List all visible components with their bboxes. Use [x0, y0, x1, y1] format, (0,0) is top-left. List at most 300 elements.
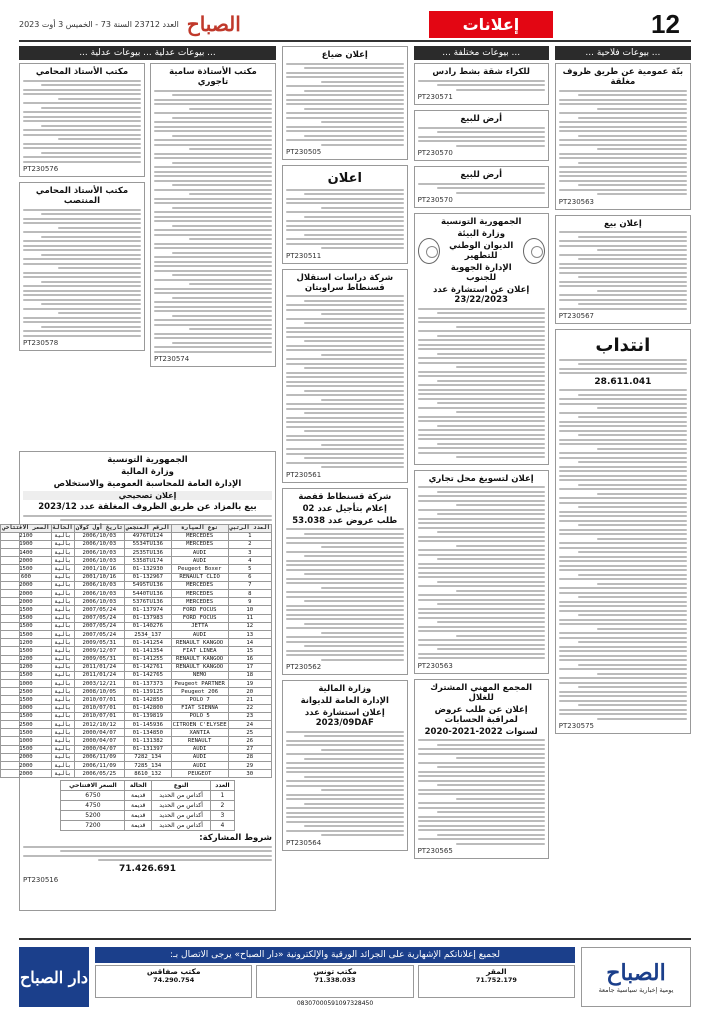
table-cell: AUDI: [171, 549, 228, 557]
table-cell: 2001/10/16: [74, 573, 124, 581]
notice-ref: PT230565: [417, 847, 453, 855]
table-cell: 21: [228, 696, 271, 704]
masthead: [19, 12, 241, 36]
vehicle-row: [1, 761, 272, 769]
table-cell: بالية: [51, 737, 74, 745]
notice-ref: PT230575: [558, 722, 595, 730]
table-cell: 1500: [1, 712, 51, 720]
table-cell: 01-142765: [124, 671, 171, 679]
table-cell: قديمة: [125, 801, 152, 811]
table-cell: XANTIA: [171, 729, 228, 737]
table-cell: 01-134850: [124, 729, 171, 737]
table-cell: بالية: [51, 630, 74, 638]
table-cell: 01-137974: [124, 606, 171, 614]
table-cell: بالية: [51, 581, 74, 589]
table-cell: 1: [228, 532, 271, 540]
table-cell: بالية: [51, 598, 74, 606]
onas-logo-icon: [523, 238, 545, 264]
table-cell: أكداس من الحديد: [152, 791, 211, 801]
section-title: إعلانات: [429, 11, 554, 38]
table-cell: بالية: [51, 680, 74, 688]
tunisia-seal-icon: [418, 238, 440, 264]
table-cell: 2006/10/03: [74, 598, 124, 606]
table-cell: 2007/05/24: [74, 614, 124, 622]
table-cell: POLO 5: [171, 712, 228, 720]
table-cell: 1500: [1, 647, 51, 655]
phone-number: 28.611.041: [594, 376, 652, 387]
table-cell: POLO 7: [171, 696, 228, 704]
notice-ref: PT230505: [285, 148, 322, 156]
table-cell: MERCEDES: [171, 581, 228, 589]
table-cell: 5495TU136: [124, 581, 171, 589]
table-cell: 2007/05/24: [74, 622, 124, 630]
table-cell: 01-131382: [124, 737, 171, 745]
notice-title: المجمع المهني المشترك للغلال: [430, 682, 533, 703]
table-header-cell: العدد الرتبي: [229, 525, 270, 532]
table-header-cell: السعر الافتتاحي: [2, 525, 50, 532]
table-cell: 2: [211, 801, 234, 811]
table-cell: بالية: [51, 614, 74, 622]
table-cell: 2009/12/07: [74, 647, 124, 655]
column-agricultural: [555, 46, 691, 916]
table-cell: 2006/11/09: [74, 753, 124, 761]
table-cell: 01-139125: [124, 688, 171, 696]
notice-ref: PT230567: [558, 312, 595, 320]
table-cell: AUDI: [171, 630, 228, 638]
table-header-cell: العدد: [211, 781, 234, 791]
notice-subtitle: إعلام بتأجيل عدد 02: [302, 503, 387, 514]
vehicle-row: [1, 712, 272, 720]
notice-title: بتّة عمومية عن طريق ظروف مغلقة: [562, 67, 684, 87]
table-cell: قديمة: [125, 791, 152, 801]
notice-title: إعلان ضياع: [321, 50, 368, 60]
table-cell: بالية: [51, 696, 74, 704]
table-cell: 13: [228, 630, 271, 638]
table-cell: 01-137373: [124, 680, 171, 688]
table-cell: 2001/10/16: [74, 565, 124, 573]
table-cell: 16: [228, 655, 271, 663]
table-cell: AUDI: [171, 761, 228, 769]
issue-line: العدد 23712 السنة 73 - الخميس 3 أوت 2023: [19, 19, 179, 29]
table-cell: قديمة: [125, 811, 152, 821]
notice: [19, 182, 145, 351]
table-cell: 22: [228, 704, 271, 712]
notice: [282, 488, 408, 676]
table-header-cell: النوع: [152, 781, 211, 791]
notice-onas: [414, 213, 549, 465]
notice: [414, 110, 549, 161]
table-cell: 132_8610: [124, 770, 171, 778]
table-cell: 2535TU136: [124, 549, 171, 557]
table-cell: 19: [228, 680, 271, 688]
notice-ref: PT230562: [285, 663, 322, 671]
table-cell: بالية: [51, 639, 74, 647]
table-cell: 2010/07/01: [74, 696, 124, 704]
office-sfax: [95, 965, 252, 998]
legal-notices-row: [19, 63, 276, 448]
table-cell: RENAULT CLIO: [171, 573, 228, 581]
dar-assabah-logo: [19, 947, 89, 1007]
table-cell: 1200: [1, 639, 51, 647]
table-cell: AUDI: [171, 745, 228, 753]
table-cell: 2500: [1, 688, 51, 696]
table-cell: 1200: [1, 655, 51, 663]
agency-label: الديوان الوطني للتطهير: [449, 241, 514, 261]
notice-ref: PT230516: [22, 875, 59, 884]
vehicle-row: [1, 639, 272, 647]
conditions-title: شروط المشاركة:: [199, 833, 272, 844]
table-cell: 1200: [1, 663, 51, 671]
table-cell: 2011/01/24: [74, 663, 124, 671]
table-cell: بالية: [51, 761, 74, 769]
table-cell: 2000: [1, 581, 51, 589]
notice-ref: PT230561: [285, 470, 322, 479]
table-cell: بالية: [51, 573, 74, 581]
page-header: [19, 8, 691, 42]
notice: [282, 680, 408, 851]
table-cell: 5376TU136: [124, 598, 171, 606]
table-cell: AUDI: [171, 557, 228, 565]
table-cell: RENAULT KANGOO: [171, 663, 228, 671]
notice-title: مكتب الأستاذ المحامي: [35, 67, 129, 77]
table-header-cell: الرقم المنجمي: [125, 525, 170, 532]
notice-ref: PT230576: [22, 165, 59, 173]
vehicles-table: [0, 524, 272, 779]
table-cell: 26: [228, 737, 271, 745]
gov-title: الجمهورية التونسية: [107, 455, 188, 465]
table-cell: 1500: [1, 696, 51, 704]
table-cell: بالية: [51, 647, 74, 655]
table-header-cell: الحالة: [52, 525, 73, 532]
vehicle-row: [1, 721, 272, 729]
vehicle-row: [1, 614, 272, 622]
table-cell: 1000: [1, 680, 51, 688]
newspaper-page: [2, 0, 705, 1020]
notice-title: شركة قسنطاط قفصة: [298, 491, 392, 502]
directorate-label: الإدارة الجهوية للجنوب: [450, 263, 512, 283]
table-cell: 01-142761: [124, 663, 171, 671]
table-cell: 2000: [1, 598, 51, 606]
notice-title: مكتب الأستاذ المحامي المنتصب: [35, 186, 129, 206]
table-cell: MERCEDES: [171, 590, 228, 598]
table-cell: 2006/10/03: [74, 557, 124, 565]
table-cell: أكداس من الحديد: [152, 821, 211, 831]
office-phone: 71.338.033: [314, 976, 356, 984]
notice-title: أرض للبيع: [460, 170, 502, 180]
scrap-row: [61, 811, 234, 821]
notice: [282, 46, 408, 160]
table-cell: 3: [228, 549, 271, 557]
table-cell: 600: [1, 573, 51, 581]
table-cell: 5: [228, 565, 271, 573]
vehicle-row: [1, 770, 272, 778]
office-name: المقر: [486, 967, 507, 976]
table-cell: 1500: [1, 630, 51, 638]
table-cell: 5534TU136: [124, 540, 171, 548]
notice-title: وزارة المالية: [318, 684, 372, 694]
table-cell: 2000/04/07: [74, 737, 124, 745]
notice-ref: PT230574: [153, 355, 190, 363]
table-cell: 25: [228, 729, 271, 737]
vehicle-row: [1, 704, 272, 712]
errata-title: إعلان تصحيحي: [23, 491, 272, 500]
table-cell: 12: [228, 622, 271, 630]
table-cell: 2011/01/24: [74, 671, 124, 679]
office-phone: 71.752.179: [475, 976, 517, 984]
ministry-label: وزارة البيئة: [457, 229, 505, 239]
gov-ministry: وزارة المالية: [121, 467, 174, 477]
table-cell: Peugeot 206: [171, 688, 228, 696]
office-name: مكتب تونس: [313, 967, 357, 976]
vehicle-row: [1, 696, 272, 704]
table-cell: بالية: [51, 557, 74, 565]
vehicle-row: [1, 729, 272, 737]
table-cell: 01-139819: [124, 712, 171, 720]
vehicle-auction-notice: [2, 451, 276, 911]
table-cell: CITROEN C'ELYSEE: [172, 721, 227, 728]
table-cell: بالية: [51, 712, 74, 720]
table-cell: 01-132930: [124, 565, 171, 573]
notice-ref: PT230511: [285, 251, 322, 260]
vehicle-row: [1, 581, 272, 589]
table-cell: 2: [228, 540, 271, 548]
vehicle-row: [1, 671, 272, 679]
notice-title: اعلان: [327, 171, 362, 186]
table-cell: 2006/05/25: [74, 770, 124, 778]
table-cell: 4: [228, 557, 271, 565]
office-phone: 74.290.754: [153, 976, 195, 984]
table-cell: 1500: [1, 565, 51, 573]
table-cell: 01-137983: [124, 614, 171, 622]
table-cell: بالية: [51, 655, 74, 663]
table-cell: 2000: [1, 761, 51, 769]
bank-account: 08307000591097328450: [296, 1000, 374, 1007]
table-cell: 2010/07/01: [74, 704, 124, 712]
table-cell: FIAT SIENNA: [171, 704, 228, 712]
notice-ref: PT230570: [417, 149, 453, 157]
table-cell: بالية: [51, 590, 74, 598]
vehicle-row: [1, 622, 272, 630]
table-cell: 2007/05/24: [74, 606, 124, 614]
table-cell: 4976TU124: [124, 532, 171, 540]
table-cell: 1500: [1, 671, 51, 679]
vehicle-row: [1, 688, 272, 696]
vehicle-row: [1, 663, 272, 671]
vehicle-row: [1, 565, 272, 573]
column-band: ... بيوعات فلاحية ...: [555, 46, 691, 60]
table-cell: 11: [228, 614, 271, 622]
table-cell: 2006/10/03: [74, 581, 124, 589]
column-notices: [282, 46, 408, 916]
table-cell: 01-141354: [124, 647, 171, 655]
table-cell: 8: [228, 590, 271, 598]
table-cell: 134_7285: [124, 761, 171, 769]
table-cell: RENAULT KANGOO: [171, 655, 228, 663]
table-cell: 137_2534: [124, 630, 171, 638]
table-cell: AUDI: [171, 753, 228, 761]
table-cell: 24: [228, 721, 271, 729]
notice: [555, 329, 691, 734]
notice: [555, 63, 691, 210]
table-cell: 5200: [61, 811, 125, 821]
table-cell: 27: [228, 745, 271, 753]
column-band: ... بيوعات مختلفة ...: [414, 46, 549, 60]
table-cell: 1000: [1, 704, 51, 712]
scrap-row: [61, 791, 234, 801]
table-cell: 6750: [61, 791, 125, 801]
vehicle-row: [1, 753, 272, 761]
vehicle-row: [1, 745, 272, 753]
table-cell: 134_7282: [124, 753, 171, 761]
column-band: ... بيوعات عدلية ... بيوعات عدلية ...: [19, 46, 276, 60]
columns: [2, 46, 691, 916]
table-cell: قديمة: [125, 821, 152, 831]
table-cell: 1500: [1, 745, 51, 753]
table-cell: 2008/10/05: [74, 688, 124, 696]
table-cell: 2003/12/21: [74, 680, 124, 688]
gov-directorate: الإدارة العامة للمحاسبة العمومية والاستخلاص: [53, 479, 242, 489]
table-cell: 28: [228, 753, 271, 761]
notice-subtitle-2: إعلان استشارة عدد 2023/09DAF: [304, 708, 385, 728]
table-cell: بالية: [51, 532, 74, 540]
notice-title: انتداب: [595, 335, 651, 356]
notice-subtitle: إعلان عن طلب عروض لمراقبة الحسابات: [434, 704, 528, 725]
notice-title: إعلان بيع: [603, 218, 642, 229]
table-cell: 1500: [1, 606, 51, 614]
table-cell: 2006/10/03: [74, 532, 124, 540]
table-header-cell: تاريخ أول كولان: [75, 525, 123, 532]
table-cell: 3: [211, 811, 234, 821]
notice-subtitle: الإدارة العامة للديوانة: [300, 696, 389, 706]
table-cell: FORD FOCUS: [171, 614, 228, 622]
contact-phone: 71.426.691: [119, 863, 176, 874]
table-cell: RENAULT: [171, 737, 228, 745]
table-cell: 9: [228, 598, 271, 606]
table-cell: 1000: [1, 737, 51, 745]
office-name: مكتب صفاقس: [146, 967, 201, 976]
footer-tagline: يومية إخبارية سياسية جامعة: [598, 986, 674, 994]
notice-ref: PT230563: [417, 661, 453, 670]
sale-title: بيع بالمزاد عن طريق الظروف المغلقة عدد 2023/12: [38, 502, 257, 512]
notice-ref: PT230564: [285, 838, 322, 847]
vehicle-row: [1, 532, 272, 540]
table-cell: 1: [211, 791, 234, 801]
vehicle-row: [1, 590, 272, 598]
table-cell: 1500: [1, 622, 51, 630]
table-cell: FORD FOCUS: [171, 606, 228, 614]
legal-subcolumn: [150, 63, 276, 448]
vehicle-row: [1, 737, 272, 745]
table-cell: 7: [228, 581, 271, 589]
office-hq: [418, 965, 575, 998]
table-cell: 2000: [1, 590, 51, 598]
notice-title: إعلان عن استشارة عدد 23/22/2023: [433, 285, 530, 305]
table-header-cell: السعر الافتتاحي: [61, 781, 125, 791]
legal-subcolumn: [19, 63, 145, 448]
notice-ref: PT230563: [558, 197, 595, 206]
table-cell: 2500: [1, 721, 51, 729]
table-cell: MERCEDES: [171, 540, 228, 548]
office-tunis: [256, 965, 413, 998]
table-cell: بالية: [51, 721, 74, 729]
table-cell: 2010/07/01: [74, 712, 124, 720]
table-cell: أكداس من الحديد: [152, 811, 211, 821]
footer-logo: الصباح: [606, 960, 666, 986]
table-cell: 2006/10/03: [74, 549, 124, 557]
table-cell: بالية: [51, 688, 74, 696]
table-cell: بالية: [51, 753, 74, 761]
table-cell: 01-142800: [124, 704, 171, 712]
table-cell: 2000: [1, 557, 51, 565]
notice: [414, 63, 549, 105]
footer-brand: [581, 947, 691, 1007]
notice-subtitle-2: طلب عروض عدد 53.038: [292, 515, 398, 526]
table-cell: 15: [228, 647, 271, 655]
table-header-cell: نوع السيارة: [171, 524, 228, 532]
vehicle-row: [1, 655, 272, 663]
vehicle-row: [1, 680, 272, 688]
footer-headline: لجميع إعلاناتكم الإشهارية على الجرائد الورقية والإلكترونية «دار الصباح» يرجى الاتصال بـ:: [95, 947, 575, 963]
table-cell: 23: [228, 712, 271, 720]
table-cell: بالية: [51, 704, 74, 712]
vehicle-row: [1, 598, 272, 606]
table-cell: Peugeot PARTNER: [171, 680, 228, 688]
table-cell: 2007/05/24: [74, 630, 124, 638]
footer-contacts: [95, 947, 575, 1007]
notice: [414, 470, 549, 674]
vehicle-row: [1, 630, 272, 638]
table-cell: 18: [228, 671, 271, 679]
table-cell: 6: [228, 573, 271, 581]
table-cell: 5440TU136: [124, 590, 171, 598]
notice: [414, 166, 549, 208]
table-header-cell: الحالة: [125, 781, 152, 791]
table-cell: بالية: [51, 622, 74, 630]
notice: [414, 679, 549, 860]
vehicle-row: [1, 573, 272, 581]
notice-ref: PT230570: [417, 196, 453, 204]
table-cell: 2000: [1, 753, 51, 761]
table-cell: بالية: [51, 540, 74, 548]
table-cell: 01-142850: [124, 696, 171, 704]
footer: [19, 938, 691, 1010]
table-cell: بالية: [51, 770, 74, 778]
table-cell: أكداس من الحديد: [152, 801, 211, 811]
notice-title: مكتب الأستاذة سامية تاجوري: [169, 67, 257, 87]
table-cell: 2000/04/07: [74, 745, 124, 753]
table-cell: 2009/05/31: [74, 639, 124, 647]
table-cell: 4750: [61, 801, 125, 811]
table-cell: 1900: [1, 540, 51, 548]
page-number: 12: [651, 8, 680, 39]
table-cell: JETTA: [171, 622, 228, 630]
table-cell: 2009/05/31: [74, 655, 124, 663]
column-legal-sales: [2, 46, 276, 916]
vehicle-row: [1, 557, 272, 565]
table-cell: NEMO: [171, 671, 228, 679]
notice-ref: PT230571: [417, 93, 453, 101]
vehicle-row: [1, 647, 272, 655]
table-cell: MERCEDES: [171, 598, 228, 606]
table-cell: 2000: [1, 770, 51, 778]
table-cell: 2006/10/03: [74, 540, 124, 548]
vehicle-row: [1, 606, 272, 614]
table-cell: بالية: [51, 745, 74, 753]
table-cell: 1500: [1, 614, 51, 622]
table-cell: 2006/11/09: [74, 761, 124, 769]
notice-years: لسنوات 2022-2021-2020: [424, 726, 538, 737]
notice-title: أرض للبيع: [460, 114, 502, 124]
